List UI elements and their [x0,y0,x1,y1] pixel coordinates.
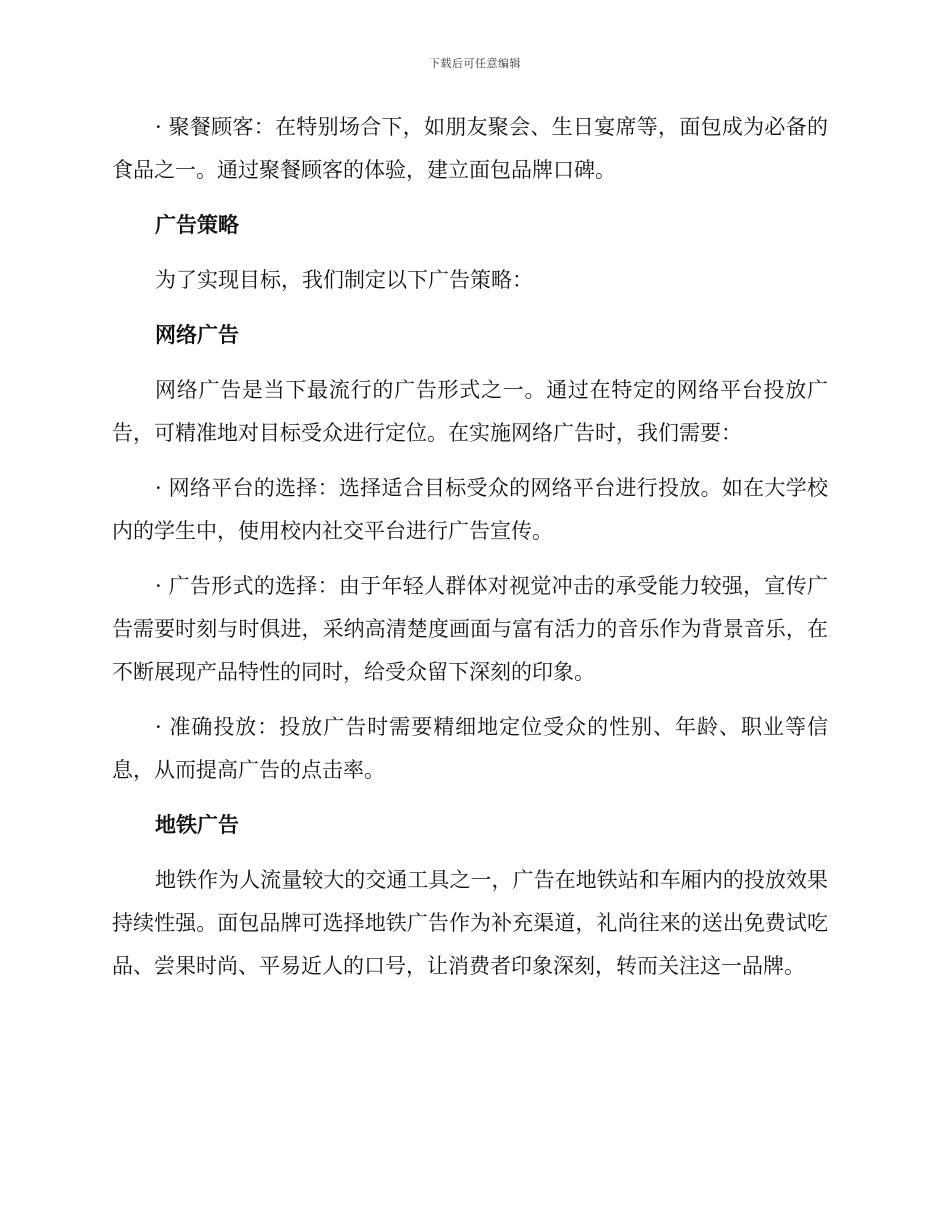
header-note: 下载后可任意编辑 [429,57,521,70]
section-heading-ad-strategy: 广告策略 [155,213,239,237]
paragraph-dinner-customers: · 聚餐顾客：在特别场合下，如朋友聚会、生日宴席等，面包成为必备的食品之一。通过聚餐顾客的体验，建立面包品牌口碑。 [112,115,828,182]
section-heading-subway-ads: 地铁广告 [155,813,239,837]
paragraph-precise-targeting: · 准确投放：投放广告时需要精细地定位受众的性别、年龄、职业等信息，从而提高广告的点击率。 [112,715,828,782]
paragraph-subway-ads: 地铁作为人流量较大的交通工具之一，广告在地铁站和车厢内的投放效果持续性强。面包品牌可选择地铁广告作为补充渠道，礼尚往来的送出免费试吃品、尝果时尚、平易近人的口号，让消费者印象深刻，转而关注这一品牌。 [112,868,828,978]
paragraph-platform-choice: · 网络平台的选择：选择适合目标受众的网络平台进行投放。如在大学校内的学生中，使用校内社交平台进行广告宣传。 [112,476,828,543]
paragraph-strategy-intro: 为了实现目标，我们制定以下广告策略： [155,268,533,292]
paragraph-ad-format-choice: · 广告形式的选择：由于年轻人群体对视觉冲击的承受能力较强，宣传广告需要时刻与时俱进，采纳高清楚度画面与富有活力的音乐作为背景音乐，在不断展现产品特性的同时，给受众留下深刻的印象。 [112,574,828,684]
paragraph-online-ads-intro: 网络广告是当下最流行的广告形式之一。通过在特定的网络平台投放广告，可精准地对目标受众进行定位。在实施网络广告时，我们需要： [112,378,828,445]
section-heading-online-ads: 网络广告 [155,323,239,347]
document-body [112,106,828,1000]
